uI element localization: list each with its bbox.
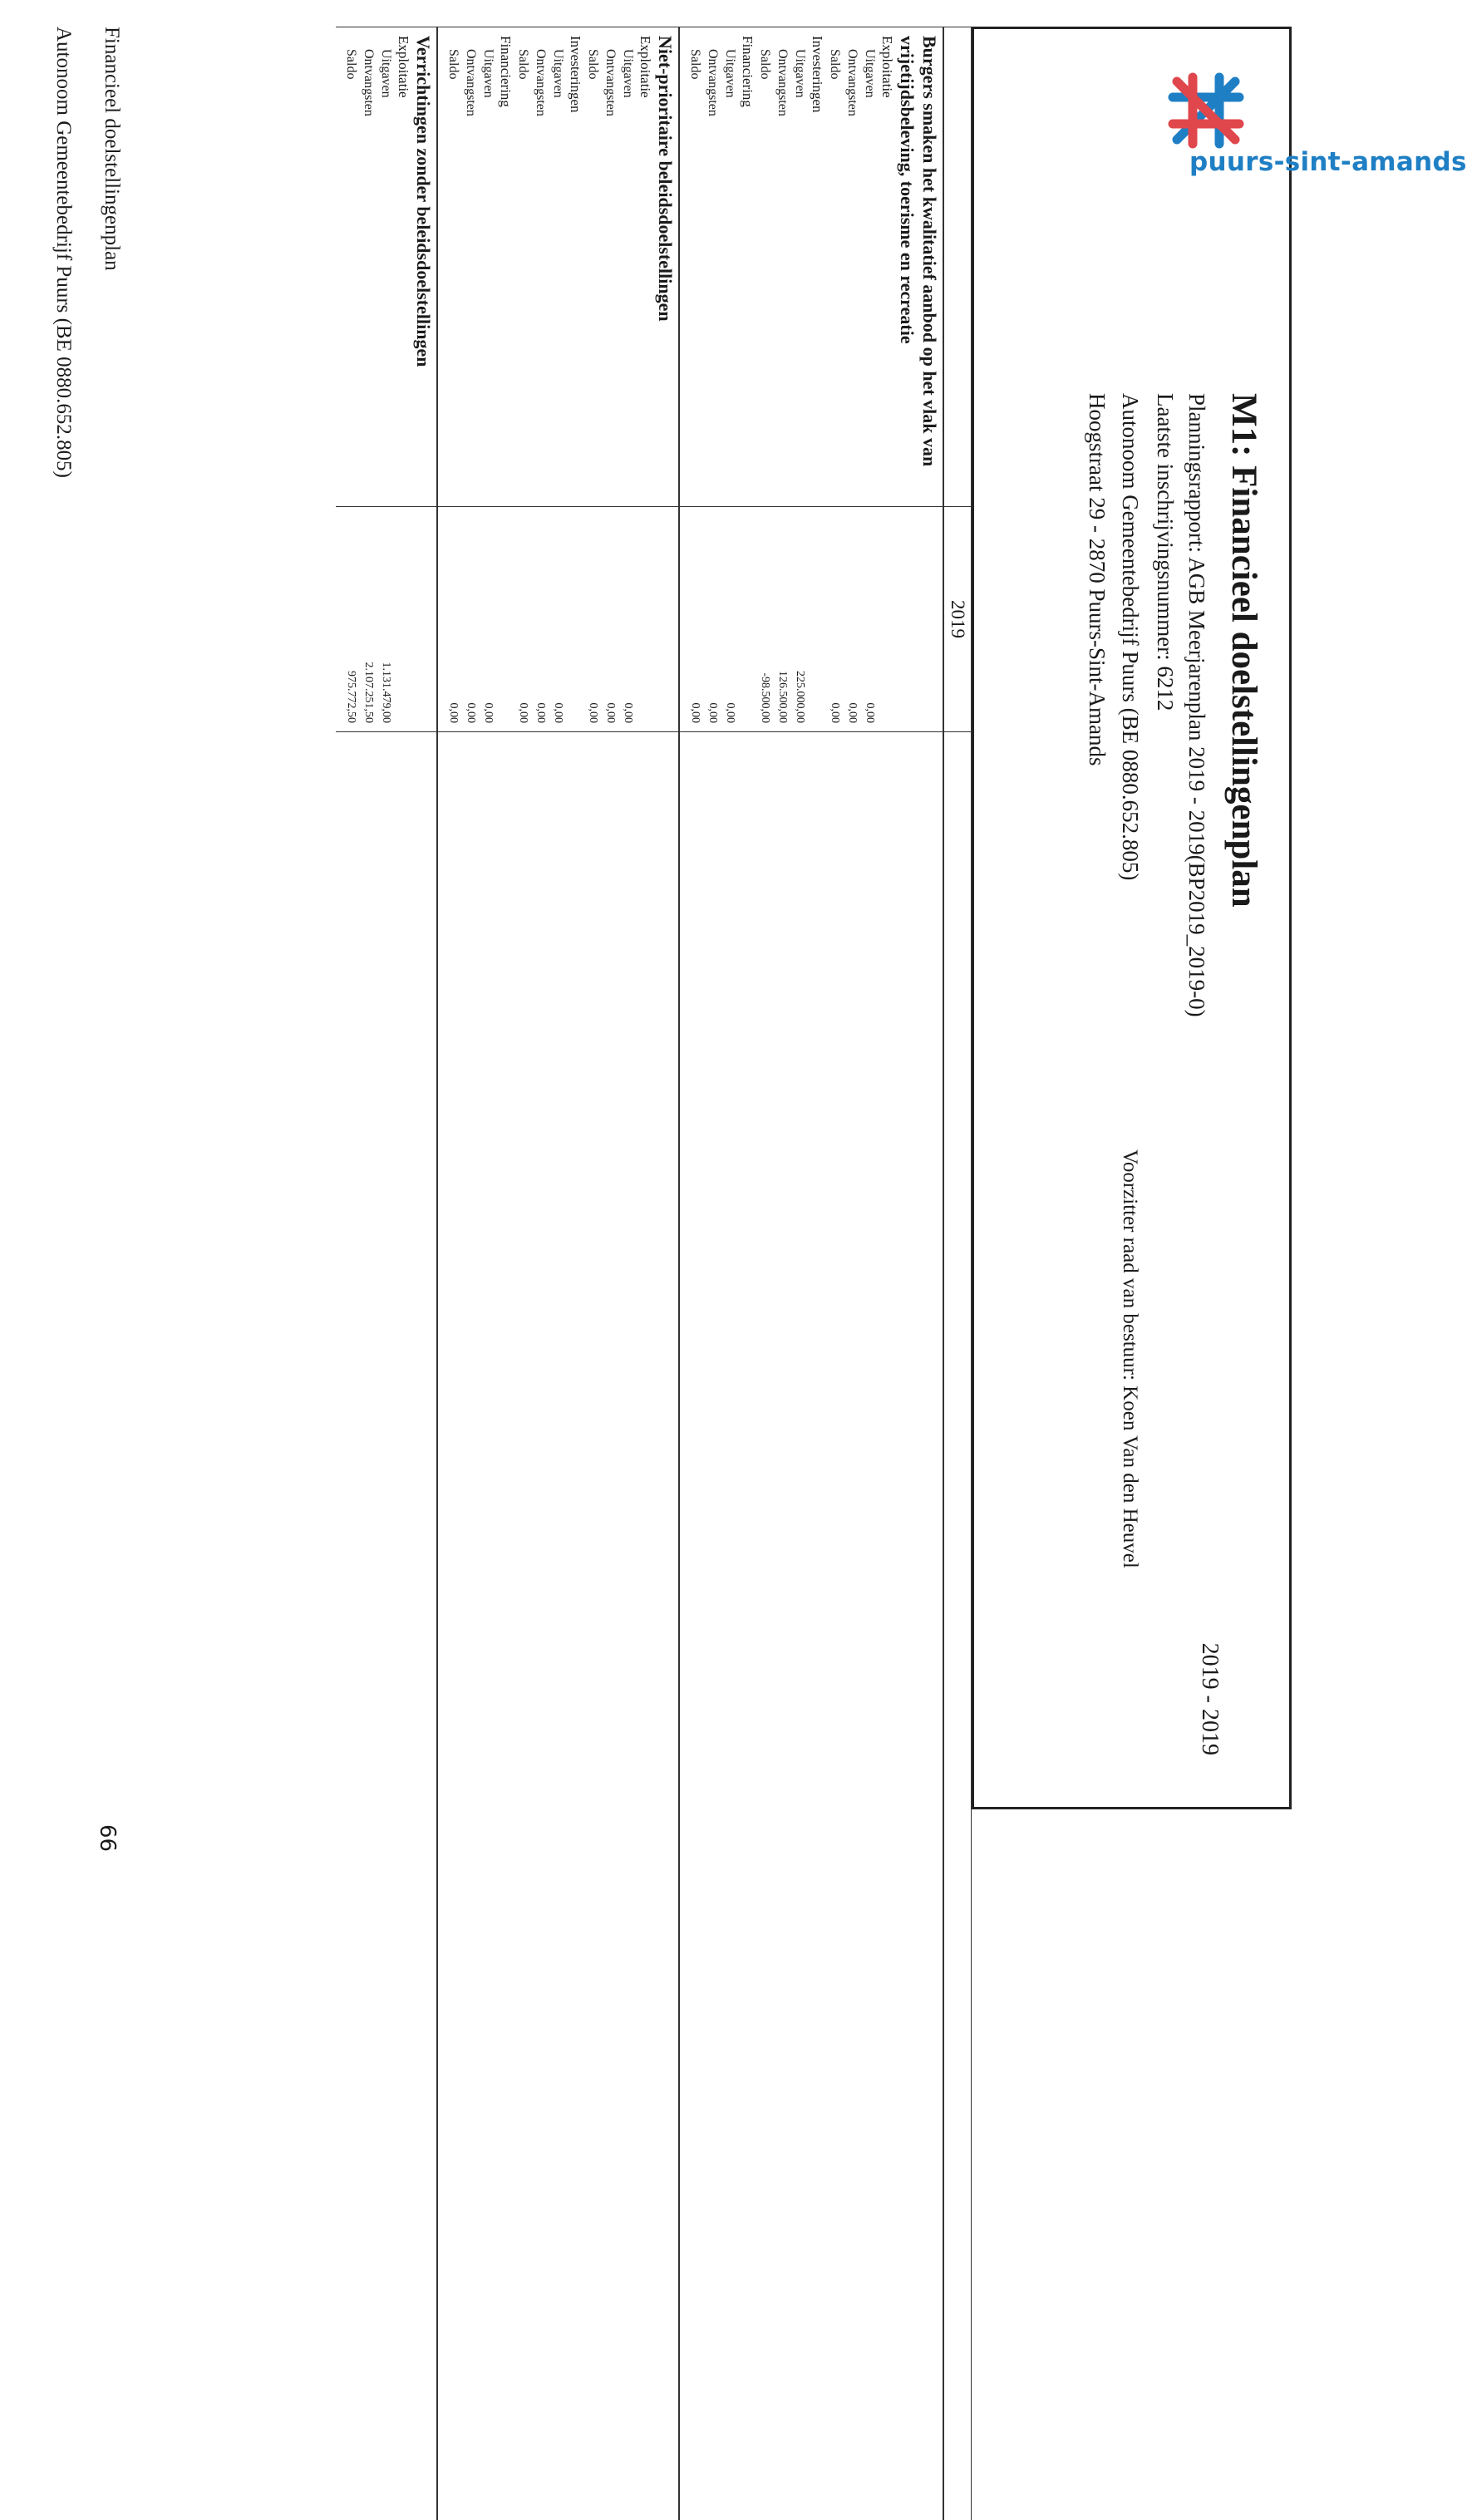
spacer-value-cell [336,507,342,732]
row-label: Saldo [687,27,704,507]
row-label: Saldo [342,27,360,507]
financial-table [336,27,972,2520]
row-value: 0,00 [844,507,861,732]
category-row [809,27,826,2520]
row-label: Uitgaven [480,27,497,507]
section-title: Burgers smaken het kwalitatief aanbod op het vlak van vrijetijdsbeleving, toerisme en recreatie [896,27,943,507]
row-value: 0,00 [462,507,480,732]
planning-report-line: Planningsrapport: AGB Meerjarenplan 2019 - 2019(BP2019_2019-0) [1184,393,1209,1017]
filler-cell [809,732,826,2520]
filler-cell [739,732,756,2520]
row-label: Uitgaven [791,27,809,507]
section-spacer-row [336,27,342,2520]
category-label: Financiering [739,27,756,507]
cross-star-logo-icon [1164,69,1248,152]
section-header-row [896,27,943,2520]
footer-doc-title: Financieel doelstellingenplan [100,27,123,271]
report-title: M1: Financieel doelstellingenplan [1223,393,1264,908]
filler-cell [567,732,584,2520]
category-value-cell [809,507,826,732]
table-row [462,27,480,2520]
filler-cell [774,732,791,2520]
filler-cell [395,732,412,2520]
table-row [844,27,861,2520]
row-value: 975.772,50 [342,507,360,732]
category-label: Exploitatie [879,27,896,507]
filler-cell [480,732,497,2520]
section-spacer-row [437,27,445,2520]
section-value-cell [412,507,437,732]
table-row [861,27,879,2520]
section-title: Verrichtingen zonder beleidsdoelstellingen [412,27,437,507]
row-label: Uitgaven [549,27,567,507]
row-label: Ontvangsten [462,27,480,507]
section-value-cell [654,507,679,732]
table-row [774,27,791,2520]
table-header-row [943,27,972,2520]
row-label: Saldo [826,27,844,507]
category-value-cell [739,507,756,732]
filler-cell [336,732,342,2520]
report-header [972,27,1292,1809]
table-row [687,27,704,2520]
row-label: Uitgaven [619,27,637,507]
filler-cell [342,732,360,2520]
filler-cell [861,732,879,2520]
filler-cell [896,732,943,2520]
filler-cell [437,732,445,2520]
filler-cell [377,732,395,2520]
row-value: 0,00 [549,507,567,732]
category-row [637,27,654,2520]
row-label: Uitgaven [377,27,395,507]
row-value: -98.500,00 [756,507,774,732]
row-value: 0,00 [602,507,619,732]
filler-cell [654,732,679,2520]
table-row [480,27,497,2520]
row-label: Uitgaven [721,27,739,507]
category-value-cell [637,507,654,732]
row-value: 0,00 [687,507,704,732]
row-value: 0,00 [514,507,532,732]
filler-cell [514,732,532,2520]
row-label: Saldo [445,27,462,507]
filler-cell [532,732,549,2520]
table-row [602,27,619,2520]
filler-cell [462,732,480,2520]
filler-cell [602,732,619,2520]
category-row [497,27,514,2520]
row-label: Uitgaven [861,27,879,507]
entity-line: Autonoom Gemeentebedrijf Puurs (BE 0880.652.805) [1117,393,1143,880]
row-value: 0,00 [826,507,844,732]
category-label: Investeringen [567,27,584,507]
spacer-cell [336,27,342,507]
table-row [619,27,637,2520]
row-label: Ontvangsten [704,27,721,507]
row-value: 1.131.479,00 [377,507,395,732]
table-row [704,27,721,2520]
table-header-label-cell [943,27,972,507]
spacer-value-cell [437,507,445,732]
table-row [360,27,377,2520]
filler-cell [445,732,462,2520]
section-spacer-row [679,27,687,2520]
table-row [514,27,532,2520]
category-value-cell [567,507,584,732]
section-header-row [654,27,679,2520]
filler-cell [619,732,637,2520]
table-row [721,27,739,2520]
period-label: 2019 - 2019 [1196,1643,1223,1755]
filler-cell [704,732,721,2520]
page-number: 66 [95,1824,120,1852]
category-value-cell [395,507,412,732]
row-label: Saldo [756,27,774,507]
spacer-cell [679,27,687,507]
section-value-cell [896,507,943,732]
category-label: Investeringen [809,27,826,507]
row-value: 0,00 [445,507,462,732]
row-value: 0,00 [480,507,497,732]
table-row [445,27,462,2520]
filler-cell [412,732,437,2520]
row-value: 2.107.251,50 [360,507,377,732]
table-row [791,27,809,2520]
registration-number-line: Laatste inschrijvingsnummer: 6212 [1152,393,1178,711]
table-row [532,27,549,2520]
filler-cell [360,732,377,2520]
filler-cell [549,732,567,2520]
logo-wordmark: puurs-sint-amands [1189,147,1467,177]
financial-table-body [336,27,972,2520]
address-line: Hoogstraat 29 - 2870 Puurs-Sint-Amands [1084,393,1110,765]
spacer-cell [437,27,445,507]
table-row [826,27,844,2520]
category-value-cell [497,507,514,732]
table-header-year: 2019 [943,507,972,732]
row-label: Saldo [514,27,532,507]
row-value: 0,00 [584,507,602,732]
row-label: Ontvangsten [360,27,377,507]
row-label: Ontvangsten [532,27,549,507]
filler-cell [756,732,774,2520]
category-row [395,27,412,2520]
row-label: Ontvangsten [774,27,791,507]
row-value: 225.000,00 [791,507,809,732]
section-title: Niet-prioritaire beleidsdoelstellingen [654,27,679,507]
filler-cell [637,732,654,2520]
row-label: Ontvangsten [844,27,861,507]
row-value: 126.500,00 [774,507,791,732]
category-value-cell [879,507,896,732]
category-row [567,27,584,2520]
filler-cell [791,732,809,2520]
chairman-line: Voorzitter raad van bestuur: Koen Van den Heuvel [1118,1149,1141,1568]
filler-cell [826,732,844,2520]
filler-cell [844,732,861,2520]
row-value: 0,00 [861,507,879,732]
table-row [377,27,395,2520]
filler-cell [497,732,514,2520]
row-label: Ontvangsten [602,27,619,507]
category-label: Exploitatie [395,27,412,507]
filler-cell [879,732,896,2520]
spacer-value-cell [679,507,687,732]
category-row [739,27,756,2520]
table-header-filler [943,732,972,2520]
filler-cell [679,732,687,2520]
table-row [549,27,567,2520]
table-row [584,27,602,2520]
footer-entity: Autonoom Gemeentebedrijf Puurs (BE 0880.652.805) [52,27,75,478]
table-row [342,27,360,2520]
filler-cell [721,732,739,2520]
row-value: 0,00 [532,507,549,732]
row-value: 0,00 [704,507,721,732]
row-value: 0,00 [619,507,637,732]
category-row [879,27,896,2520]
category-label: Exploitatie [637,27,654,507]
table-row [756,27,774,2520]
filler-cell [584,732,602,2520]
row-label: Saldo [584,27,602,507]
row-value: 0,00 [721,507,739,732]
filler-cell [687,732,704,2520]
category-label: Financiering [497,27,514,507]
section-header-row [412,27,437,2520]
